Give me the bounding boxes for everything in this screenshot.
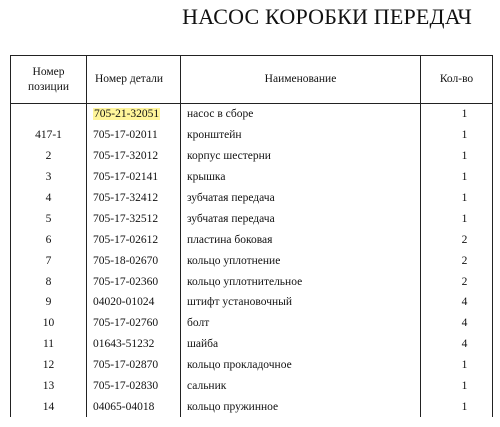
name-cell: кронштейн: [181, 125, 421, 146]
name-cell: крышка: [181, 167, 421, 188]
quantity-cell: 2: [421, 271, 493, 292]
table-row: [11, 334, 493, 355]
position-cell: 7: [11, 250, 87, 271]
table-row: [11, 208, 493, 229]
quantity-cell: 1: [421, 146, 493, 167]
quantity-cell: 1: [421, 376, 493, 397]
name-cell: корпус шестерни: [181, 146, 421, 167]
quantity-cell: 4: [421, 313, 493, 334]
table-row: [11, 167, 493, 188]
table-header-row: [11, 56, 493, 104]
position-cell: [11, 104, 87, 125]
page-title: НАСОС КОРОБКИ ПЕРЕДАЧ: [182, 4, 472, 29]
name-cell: насос в сборе: [181, 104, 421, 125]
quantity-cell: 4: [421, 292, 493, 313]
name-cell: кольцо уплотнение: [181, 250, 421, 271]
part-number-cell: 705-17-02760: [87, 313, 181, 334]
part-number-cell: 705-17-32012: [87, 146, 181, 167]
name-cell: болт: [181, 313, 421, 334]
position-cell: 417-1: [11, 125, 87, 146]
table-row: [11, 188, 493, 209]
quantity-cell: 1: [421, 188, 493, 209]
quantity-cell: 1: [421, 396, 493, 417]
table-row: [11, 146, 493, 167]
table-row: [11, 292, 493, 313]
part-number-cell: 705-17-02830: [87, 376, 181, 397]
header-part-number: Номер детали: [87, 56, 181, 104]
part-number-cell: 705-18-02670: [87, 250, 181, 271]
position-cell: 6: [11, 229, 87, 250]
position-cell: 10: [11, 313, 87, 334]
part-number-cell: 04065-04018: [87, 396, 181, 417]
position-cell: 9: [11, 292, 87, 313]
position-cell: 3: [11, 167, 87, 188]
part-number-cell: 04020-01024: [87, 292, 181, 313]
table-row: [11, 271, 493, 292]
name-cell: кольцо пружинное: [181, 396, 421, 417]
quantity-cell: 1: [421, 208, 493, 229]
position-cell: 12: [11, 355, 87, 376]
name-cell: штифт установочный: [181, 292, 421, 313]
part-number-cell: 705-17-02141: [87, 167, 181, 188]
part-number-cell: 705-17-02612: [87, 229, 181, 250]
quantity-cell: 1: [421, 167, 493, 188]
name-cell: кольцо уплотнительное: [181, 271, 421, 292]
table-body: [11, 104, 493, 418]
quantity-cell: 4: [421, 334, 493, 355]
quantity-cell: 2: [421, 250, 493, 271]
table-row: [11, 376, 493, 397]
header-quantity: Кол-во: [421, 56, 493, 104]
table-row: [11, 250, 493, 271]
position-cell: 11: [11, 334, 87, 355]
header-position: Номер позиции: [11, 56, 87, 104]
table-row: [11, 355, 493, 376]
position-cell: 2: [11, 146, 87, 167]
quantity-cell: 1: [421, 104, 493, 125]
table-row: [11, 125, 493, 146]
part-number-cell: [87, 104, 181, 125]
table-row: [11, 104, 493, 125]
part-number-cell: 705-17-02870: [87, 355, 181, 376]
position-cell: 8: [11, 271, 87, 292]
quantity-cell: 2: [421, 229, 493, 250]
part-number-cell: 705-17-02011: [87, 125, 181, 146]
parts-table: [10, 55, 493, 417]
part-number-cell: 01643-51232: [87, 334, 181, 355]
table-row: [11, 313, 493, 334]
part-number-cell: 705-17-32412: [87, 188, 181, 209]
highlighted-part-number: 705-21-32051: [94, 108, 160, 121]
name-cell: зубчатая передача: [181, 188, 421, 209]
position-cell: 13: [11, 376, 87, 397]
position-cell: 5: [11, 208, 87, 229]
part-number-cell: 705-17-02360: [87, 271, 181, 292]
part-number-cell: 705-17-32512: [87, 208, 181, 229]
name-cell: зубчатая передача: [181, 208, 421, 229]
name-cell: шайба: [181, 334, 421, 355]
position-cell: 4: [11, 188, 87, 209]
table-row: [11, 396, 493, 417]
name-cell: пластина боковая: [181, 229, 421, 250]
name-cell: сальник: [181, 376, 421, 397]
position-cell: 14: [11, 396, 87, 417]
quantity-cell: 1: [421, 125, 493, 146]
table-row: [11, 229, 493, 250]
header-name: Наименование: [181, 56, 421, 104]
quantity-cell: 1: [421, 355, 493, 376]
name-cell: кольцо прокладочное: [181, 355, 421, 376]
